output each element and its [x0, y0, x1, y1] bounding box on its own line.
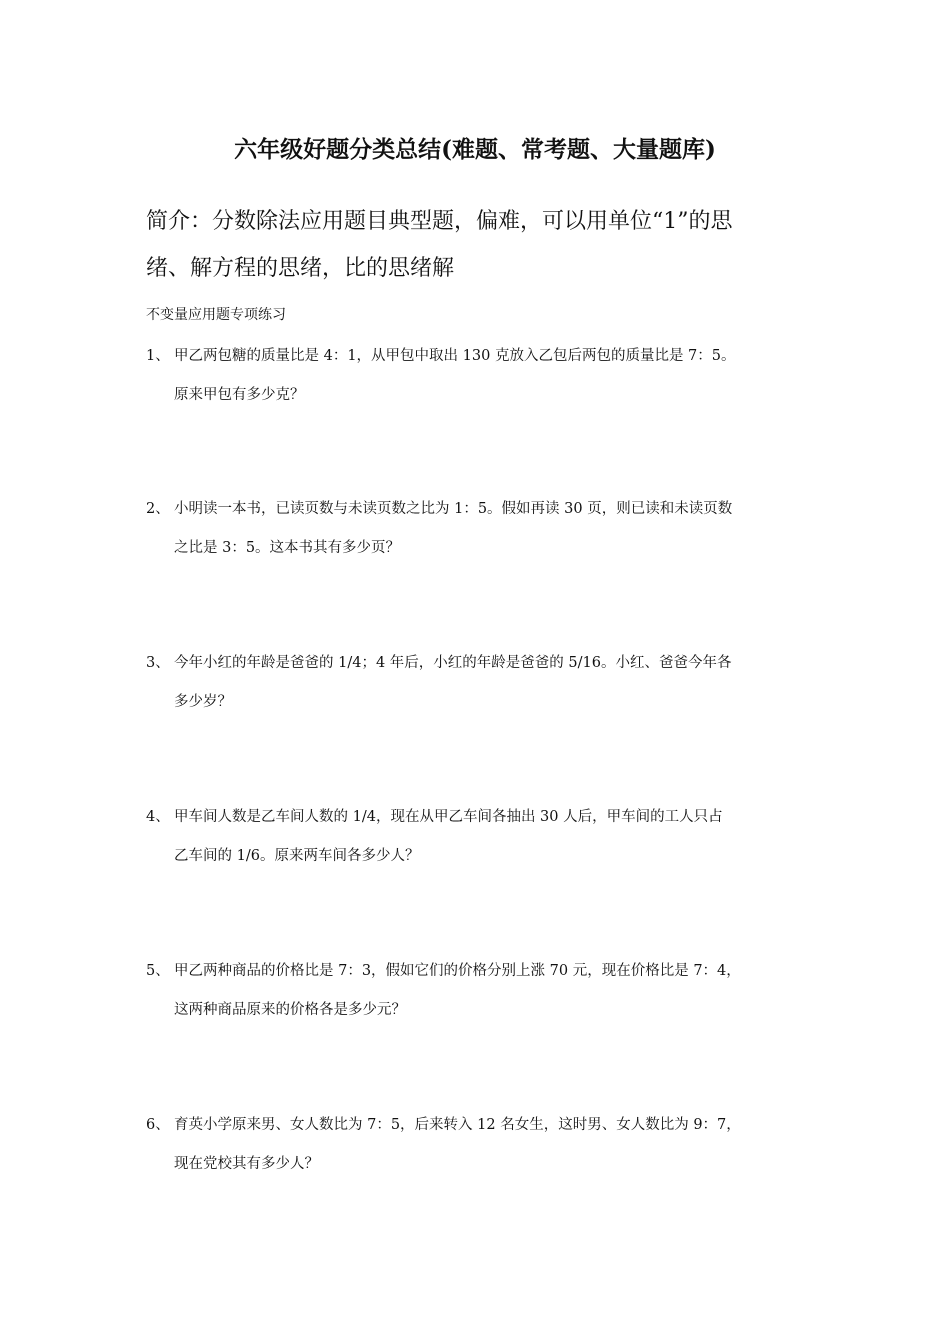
question-line-2: 乙车间的 1/6。原来两车间各多少人？ — [174, 848, 420, 864]
question-line-2: 这两种商品原来的价格各是多少元？ — [174, 1002, 406, 1018]
question-number: 6、 — [146, 1117, 170, 1133]
question-line-2: 多少岁？ — [174, 694, 232, 710]
question-number: 4、 — [146, 809, 170, 825]
question-item — [146, 1106, 816, 1184]
question-number: 3、 — [146, 655, 170, 671]
question-line-2: 原来甲包有多少克？ — [174, 387, 305, 403]
question-line-1: 小明读一本书，已读页数与未读页数之比为 1：5。假如再读 30 页，则已读和未读页数 — [174, 501, 733, 517]
question-item — [146, 798, 816, 876]
document-title: 六年级好题分类总结(难题、常考题、大量题库) — [234, 136, 716, 163]
question-line-2: 现在党校其有多少人？ — [174, 1156, 319, 1172]
question-item — [146, 490, 816, 568]
question-number: 5、 — [146, 963, 170, 979]
question-line-1: 今年小红的年龄是爸爸的 1/4；4 年后，小红的年龄是爸爸的 5/16。小红、爸爸今年各 — [174, 655, 732, 671]
intro-paragraph — [146, 198, 816, 292]
intro-line-2: 绪、解方程的思绪，比的思绪解 — [146, 256, 455, 281]
question-number: 1、 — [146, 348, 170, 364]
question-line-1: 甲乙两包糖的质量比是 4：1，从甲包中取出 130 克放入乙包后两包的质量比是 7：5。 — [174, 348, 736, 364]
question-line-1: 育英小学原来男、女人数比为 7：5，后来转入 12 名女生，这时男、女人数比为 9：7， — [174, 1117, 741, 1133]
question-number: 2、 — [146, 501, 170, 517]
question-line-1: 甲乙两种商品的价格比是 7：3，假如它们的价格分别上涨 70 元，现在价格比是 7：4， — [174, 963, 741, 979]
question-item — [146, 952, 816, 1030]
question-line-1: 甲车间人数是乙车间人数的 1/4，现在从甲乙车间各抽出 30 人后，甲车间的工人只占 — [174, 809, 723, 825]
section-label: 不变量应用题专项练习 — [146, 307, 286, 323]
question-item — [146, 337, 816, 415]
question-line-2: 之比是 3：5。这本书其有多少页？ — [174, 540, 401, 556]
question-item — [146, 644, 816, 722]
intro-line-1: 简介：分数除法应用题目典型题，偏难，可以用单位“1”的思 — [146, 209, 733, 234]
